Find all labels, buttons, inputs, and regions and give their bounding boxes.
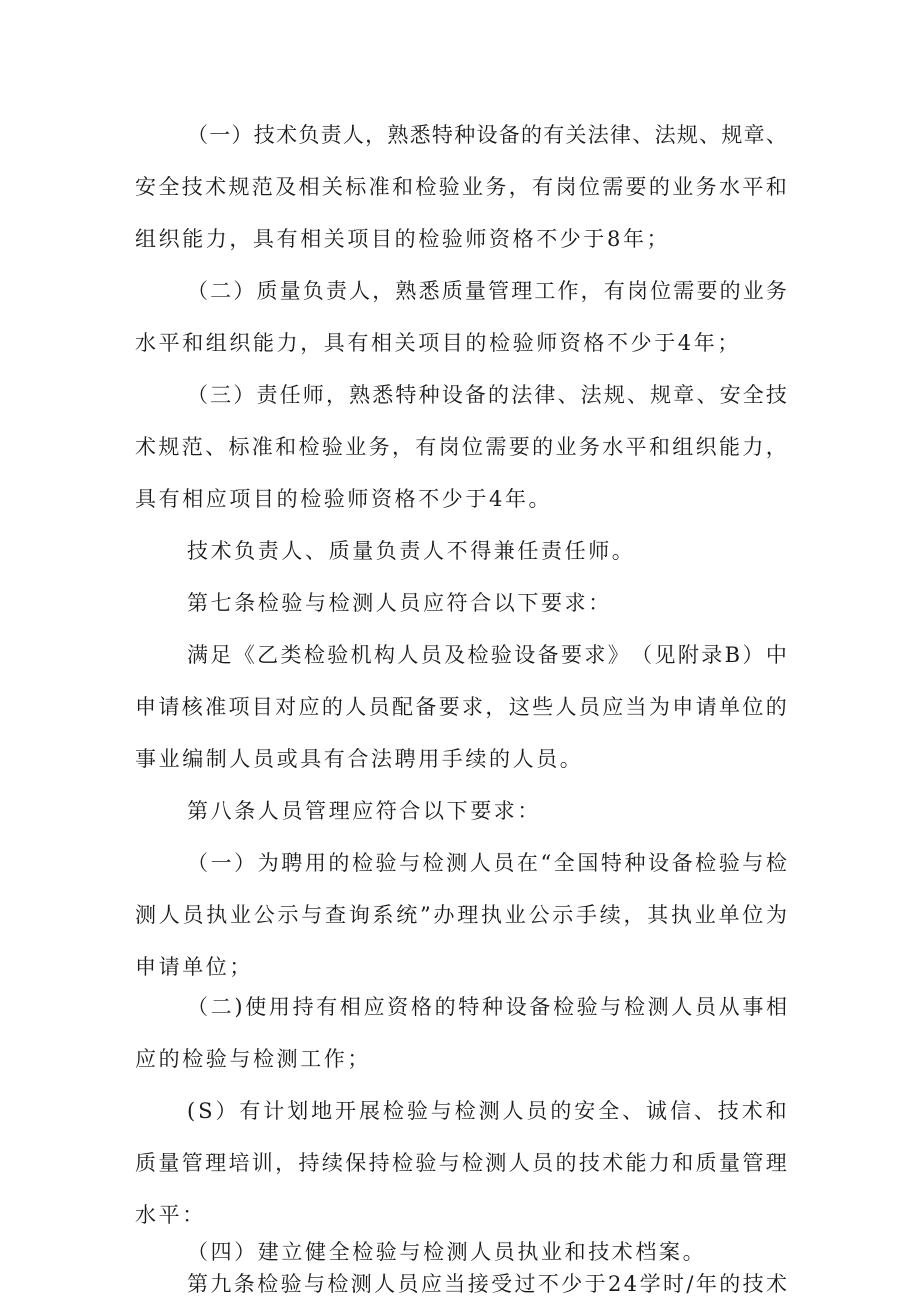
text-line: （ 一 ） 技 术 负 责 人 ， 熟 悉 特 种 设 备 的 有 关 法 律 、 法 规 、 规 章 、 bbox=[187, 123, 787, 147]
text-line: 术 规 范 、 标 准 和 检 验 业 务 ， 有 岗 位 需 要 的 业 务 水 平 和 组 织 能 力 ， bbox=[135, 435, 787, 459]
text-line: （ 二 ） 质 量 负 责 人 ， 熟 悉 质 量 管 理 工 作 ， 有 岗 位 需 要 的 业 务 bbox=[187, 279, 787, 303]
text-line: 水平和组织能力，具有相关项目的检验师资格不少于4年； bbox=[135, 331, 741, 355]
article-heading: 第七条检验与检测人员应符合以下要求： bbox=[187, 591, 612, 615]
article-heading: 第八条人员管理应符合以下要求： bbox=[187, 799, 541, 823]
text-line: 满 足 《 乙 类 检 验 机 构 人 员 及 检 验 设 备 要 求 》 （ 见 附 录 B ） 中 bbox=[187, 643, 787, 667]
text-line: ( S ） 有 计 划 地 开 展 检 验 与 检 测 人 员 的 安 全 、 诚 信 、 技 术 和 bbox=[187, 1099, 787, 1123]
text-line: 应的检验与检测工作； bbox=[135, 1047, 371, 1071]
text-line: （四）建立健全检验与检测人员执业和技术档案。 bbox=[187, 1240, 707, 1264]
text-line: （ 二 ) 使 用 持 有 相 应 资 格 的 特 种 设 备 检 验 与 检 测 人 员 从 事 相 bbox=[187, 995, 787, 1019]
text-line: 水平： bbox=[135, 1203, 206, 1227]
text-line: 组织能力，具有相关项目的检验师资格不少于8年； bbox=[135, 227, 671, 251]
text-line: 申 请 核 准 项 目 对 应 的 人 员 配 备 要 求 ， 这 些 人 员 应 当 为 申 请 单 位 的 bbox=[135, 695, 787, 719]
text-line: 质 量 管 理 培 训 ， 持 续 保 持 检 验 与 检 测 人 员 的 技 术 能 力 和 质 量 管 理 bbox=[135, 1151, 787, 1175]
text-line: 技术负责人、质量负责人不得兼任责任师。 bbox=[187, 539, 636, 563]
text-line: 具有相应项目的检验师资格不少于4年。 bbox=[135, 487, 553, 511]
text-line: 事业编制人员或具有合法聘用手续的人员。 bbox=[135, 747, 584, 771]
text-line: 申请单位； bbox=[135, 955, 253, 979]
text-line: （ 一 ） 为 聘 用 的 检 验 与 检 测 人 员 在 “ 全 国 特 种 设 备 检 验 与 检 bbox=[187, 851, 787, 875]
article-heading: 第 九 条 检 验 与 检 测 人 员 应 当 接 受 过 不 少 于 2 4 学 时 / 年 的 技 术 bbox=[187, 1272, 787, 1296]
text-line: （ 三 ） 责 任 师 ， 熟 悉 特 种 设 备 的 法 律 、 法 规 、 规 章 、 安 全 技 bbox=[187, 383, 787, 407]
text-line: 安 全 技 术 规 范 及 相 关 标 准 和 检 验 业 务 ， 有 岗 位 需 要 的 业 务 水 平 和 bbox=[135, 175, 787, 199]
text-line: 测 人 员 执 业 公 示 与 查 询 系 统 ” 办 理 执 业 公 示 手 续 ， 其 执 业 单 位 为 bbox=[135, 903, 787, 927]
